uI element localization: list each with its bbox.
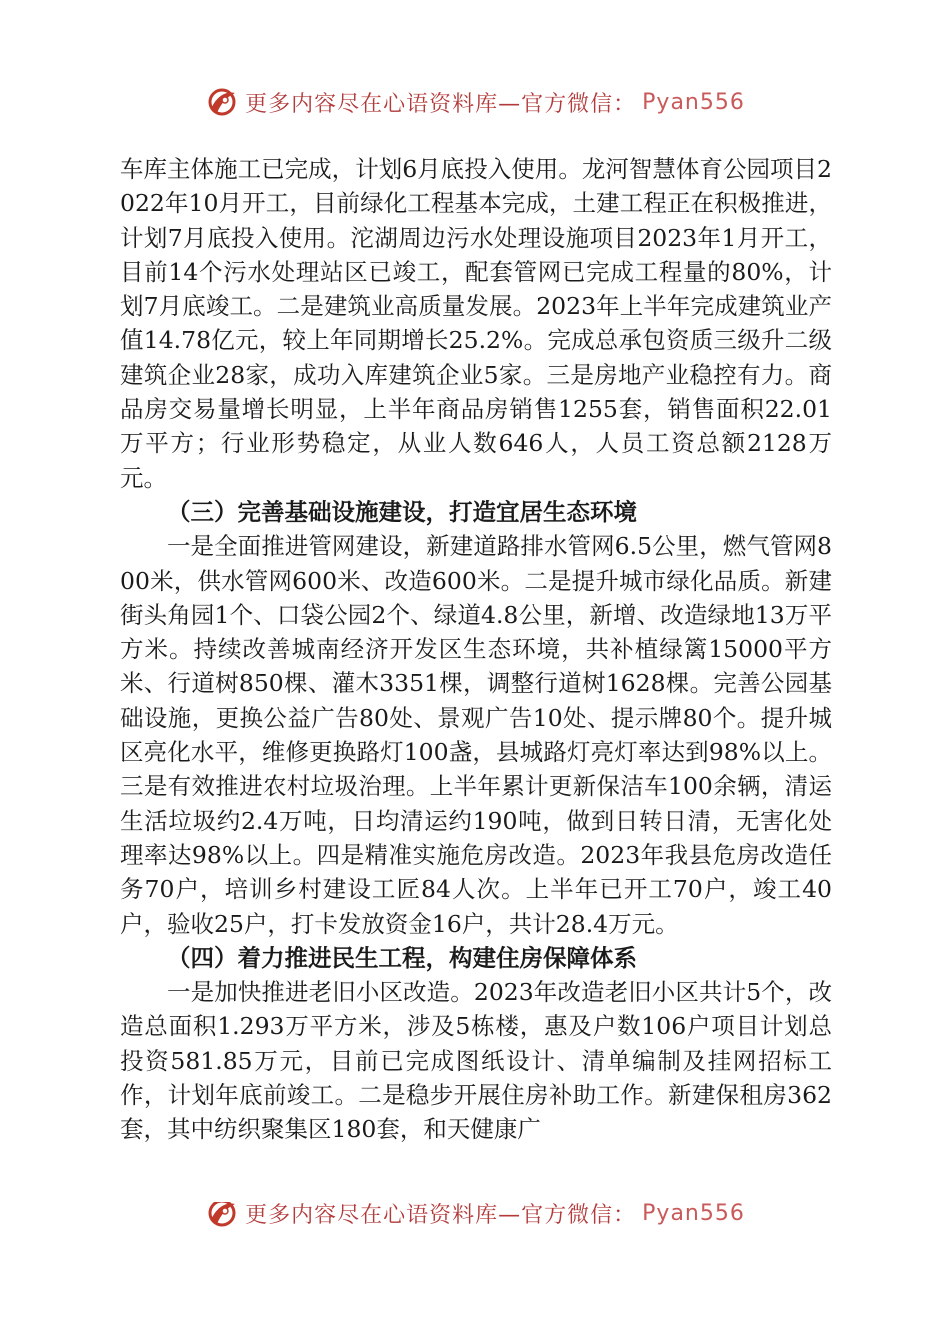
paragraph-construction-progress: 车库主体施工已完成，计划6月底投入使用。龙河智慧体育公园项目2022年10月开工，目前绿化工程基本完成，土建工程正在积极推进，计划7月底投入使用。沱湖周边污水处理设施项目2023年1月开工，目前14个污水处理站区已竣工，配套管网已完成工程量的80%，计划7月底竣工。二是建筑业高质量发展。2023年上半年完成建筑业产值14.78亿元，较上年同期增长25.2%。完成总承包资质三级升二级建筑企业28家，成功入库建筑企业5家。三是房地产业稳控有力。商品房交易量增长明显，上半年商品房销售1255套，销售面积22.01万平方；行业形势稳定，从业人数646人，人员工资总额2128万元。 — [120, 155, 832, 492]
section-heading-infrastructure: （三）完善基础设施建设，打造宜居生态环境 — [167, 497, 637, 526]
header-watermark — [0, 82, 950, 122]
watermark-wechat-id: Pyan556 — [642, 89, 745, 115]
footer-watermark — [0, 1202, 950, 1236]
section-heading-housing: （四）着力推进民生工程，构建住房保障体系 — [167, 943, 637, 972]
logo-icon — [205, 1202, 239, 1230]
logo-icon — [205, 85, 239, 119]
watermark-wechat-id: Pyan556 — [642, 1202, 745, 1226]
paragraph-housing: 一是加快推进老旧小区改造。2023年改造老旧小区共计5个，改造总面积1.293万平方米，涉及5栋楼，惠及户数106户项目计划总投资581.85万元，目前已完成图纸设计、清单编制及挂网招标工作，计划年底前竣工。二是稳步开展住房补助工作。新建保租房362套，其中纺织聚集区180套，和天健康广 — [120, 978, 832, 1144]
paragraph-infrastructure: 一是全面推进管网建设，新建道路排水管网6.5公里，燃气管网800米，供水管网600米、改造600米。二是提升城市绿化品质。新建街头角园1个、口袋公园2个、绿道4.8公里，新增、改造绿地13万平方米。持续改善城南经济开发区生态环境，共补植绿篱15000平方米、行道树850棵、灌木3351棵，调整行道树1628棵。完善公园基础设施，更换公益广告80处、景观广告10处、提示牌80个。提升城区亮化水平，维修更换路灯100盏，县城路灯亮灯率达到98%以上。三是有效推进农村垃圾治理。上半年累计更新保洁车100余辆，清运生活垃圾约2.4万吨，日均清运约190吨，做到日转日清，无害化处理率达98%以上。四是精准实施危房改造。2023年我县危房改造任务70户，培训乡村建设工匠84人次。上半年已开工70户，竣工40户，验收25户，打卡发放资金16户，共计28.4万元。 — [120, 532, 832, 938]
document-body — [120, 152, 832, 1147]
watermark-text: 更多内容尽在心语资料库—官方微信： — [245, 1202, 637, 1228]
watermark-text: 更多内容尽在心语资料库—官方微信： — [245, 91, 637, 117]
